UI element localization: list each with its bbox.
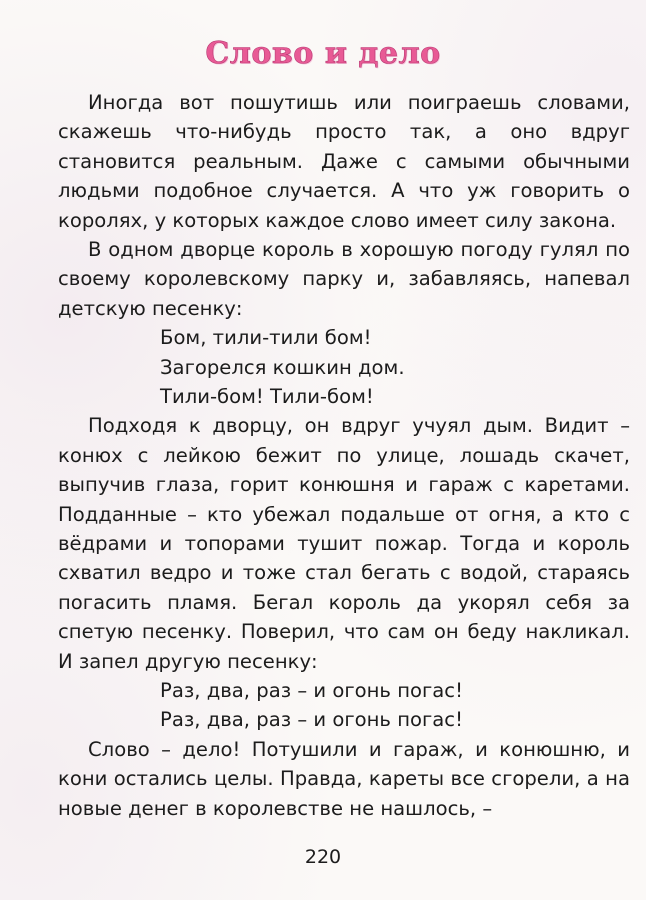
paragraph-4: Слово – дело! Потушили и гараж, и конюшню, и кони остались целы. Правда, кареты все сгорели, а на новые денег в королевстве не нашлось, – (58, 737, 630, 820)
paragraph-2: В одном дворце король в хорошую погоду гулял по своему королевскому парку и, забавляясь, напевал детскую песенку: (58, 238, 630, 320)
paragraph-3: Подходя к дворцу, он вдруг учуял дым. Видит – конюх с лейкою бежит по улице, лошадь скачет, выпучив глаза, горит конюшня и гараж с каретами. Подданные – кто убежал подальше от огня, а кто с вёдрами и топорами тушит пожар. Тогда и король схватил ведро и тоже стал бегать с водой, стараясь погасить пламя. Бегал король да укорял себя за спетую песенку. Поверил, что сам он беду накликал. И запел другую песенку: (58, 414, 630, 673)
chapter-title: Слово и дело (205, 36, 441, 71)
song-2-line-2: Раз, два, раз – и огонь погас! (160, 708, 463, 732)
story-text (58, 88, 630, 823)
page-number: 220 (304, 846, 342, 868)
song-2-line-1: Раз, два, раз – и огонь погас! (160, 679, 463, 703)
song-1-line-3: Тили-бом! Тили-бом! (160, 385, 374, 409)
song-2 (58, 676, 630, 735)
song-1-line-2: Загорелся кошкин дом. (160, 355, 405, 379)
song-1-line-1: Бом, тили-тили бом! (160, 326, 372, 350)
song-1 (58, 323, 630, 411)
paragraph-1: Иногда вот пошутишь или поиграешь словами, скажешь что-нибудь просто так, а оно вдруг становится реальным. Даже с самыми обычными людьми подобное случается. А что уж говорить о королях, у которых каждое слово имеет силу закона. (58, 91, 630, 232)
